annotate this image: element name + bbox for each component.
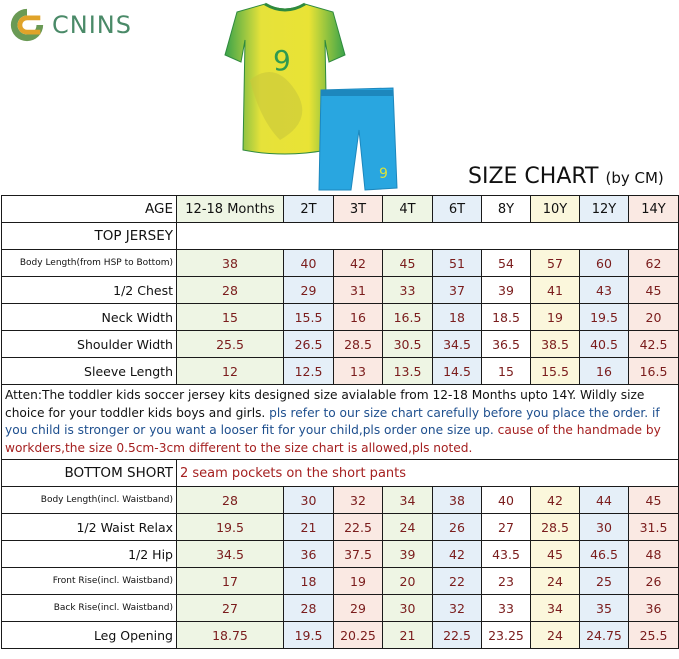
table-cell: 28.5 xyxy=(334,331,383,358)
row-label: Neck Width xyxy=(2,304,177,331)
table-cell: 29 xyxy=(334,595,383,622)
table-cell: 36 xyxy=(284,541,334,568)
table-cell: 21 xyxy=(383,622,433,649)
row-label: Body Length(from HSP to Bottom) xyxy=(2,250,177,277)
table-cell: 38.5 xyxy=(531,331,580,358)
table-cell: 62 xyxy=(629,250,679,277)
size-header: 14Y xyxy=(629,196,679,223)
table-cell: 43.5 xyxy=(482,541,531,568)
table-cell: 25 xyxy=(580,568,629,595)
bottom-short-label: BOTTOM SHORT xyxy=(2,460,177,487)
size-chart-title-unit: (by CM) xyxy=(605,169,664,187)
table-cell: 42 xyxy=(433,541,482,568)
row-label: Leg Opening xyxy=(2,622,177,649)
size-chart-title-main: SIZE CHART xyxy=(468,164,599,189)
table-cell: 54 xyxy=(482,250,531,277)
size-header: 10Y xyxy=(531,196,580,223)
table-row xyxy=(2,541,679,568)
size-header: 4T xyxy=(383,196,433,223)
table-cell: 23 xyxy=(482,568,531,595)
table-cell: 45 xyxy=(629,277,679,304)
table-cell: 18.5 xyxy=(482,304,531,331)
table-cell: 19 xyxy=(334,568,383,595)
table-cell: 46.5 xyxy=(580,541,629,568)
table-cell: 24 xyxy=(531,568,580,595)
row-label: 1/2 Chest xyxy=(2,277,177,304)
table-row xyxy=(2,250,679,277)
size-note-text: Atten:The toddler kids soccer jersey kits designed size avialable from 12-18 Months upto 14Y. Wildly size choice for your toddler kids boys and girls. xyxy=(5,388,645,420)
top-jersey-label: TOP JERSEY xyxy=(2,223,177,250)
size-header: 12Y xyxy=(580,196,629,223)
table-row xyxy=(2,358,679,385)
table-cell: 14.5 xyxy=(433,358,482,385)
table-cell: 36 xyxy=(629,595,679,622)
table-cell: 48 xyxy=(629,541,679,568)
table-cell: 45 xyxy=(629,487,679,514)
table-cell: 57 xyxy=(531,250,580,277)
table-cell: 32 xyxy=(433,595,482,622)
size-chart-title xyxy=(468,164,664,189)
brand-name: CNINS xyxy=(52,11,132,39)
table-cell: 21 xyxy=(284,514,334,541)
table-cell: 42 xyxy=(531,487,580,514)
table-cell: 12.5 xyxy=(284,358,334,385)
row-label: 1/2 Hip xyxy=(2,541,177,568)
table-cell: 34 xyxy=(383,487,433,514)
table-cell: 51 xyxy=(433,250,482,277)
table-cell: 22.5 xyxy=(433,622,482,649)
table-cell: 38 xyxy=(177,250,284,277)
table-cell: 34.5 xyxy=(177,541,284,568)
table-cell: 26 xyxy=(629,568,679,595)
jersey-number: 9 xyxy=(273,44,291,77)
table-row xyxy=(2,568,679,595)
table-cell: 31 xyxy=(334,277,383,304)
table-row xyxy=(2,595,679,622)
table-cell: 37 xyxy=(433,277,482,304)
brand-logo xyxy=(8,6,132,44)
table-cell: 18 xyxy=(284,568,334,595)
table-cell: 18.75 xyxy=(177,622,284,649)
table-cell: 30 xyxy=(580,514,629,541)
table-cell: 32 xyxy=(334,487,383,514)
table-cell: 25.5 xyxy=(177,331,284,358)
table-cell: 12 xyxy=(177,358,284,385)
table-cell: 20.25 xyxy=(334,622,383,649)
table-cell: 22 xyxy=(433,568,482,595)
table-row xyxy=(2,331,679,358)
table-cell: 30.5 xyxy=(383,331,433,358)
table-cell: 28 xyxy=(177,277,284,304)
table-cell: 38 xyxy=(433,487,482,514)
row-label: Shoulder Width xyxy=(2,331,177,358)
age-label: AGE xyxy=(2,196,177,223)
table-cell: 34.5 xyxy=(433,331,482,358)
table-cell: 33 xyxy=(383,277,433,304)
table-cell: 16 xyxy=(334,304,383,331)
table-cell: 43 xyxy=(580,277,629,304)
row-label: Back Rise(incl. Waistband) xyxy=(2,595,177,622)
soccer-kit-image xyxy=(205,0,425,192)
table-cell: 28.5 xyxy=(531,514,580,541)
row-label: Body Length(incl. Waistband) xyxy=(2,487,177,514)
table-cell: 13.5 xyxy=(383,358,433,385)
table-cell: 45 xyxy=(531,541,580,568)
table-cell: 24.75 xyxy=(580,622,629,649)
table-cell: 19.5 xyxy=(177,514,284,541)
table-cell: 34 xyxy=(531,595,580,622)
table-cell: 28 xyxy=(284,595,334,622)
table-cell: 24 xyxy=(383,514,433,541)
row-label: Sleeve Length xyxy=(2,358,177,385)
table-cell: 40.5 xyxy=(580,331,629,358)
row-label: Front Rise(incl. Waistband) xyxy=(2,568,177,595)
age-row xyxy=(2,196,679,223)
table-cell: 16.5 xyxy=(629,358,679,385)
row-label: 1/2 Waist Relax xyxy=(2,514,177,541)
table-row xyxy=(2,622,679,649)
table-cell: 24 xyxy=(531,622,580,649)
size-note-text: cause of the handmade by workders,the size 0.5cm-3cm different to the size chart is allowed,pls noted. xyxy=(5,423,661,455)
table-row xyxy=(2,277,679,304)
size-note xyxy=(2,385,679,460)
top-jersey-spacer xyxy=(177,223,679,250)
table-cell: 40 xyxy=(284,250,334,277)
table-cell: 26.5 xyxy=(284,331,334,358)
table-cell: 42.5 xyxy=(629,331,679,358)
table-cell: 18 xyxy=(433,304,482,331)
size-header: 8Y xyxy=(482,196,531,223)
table-cell: 13 xyxy=(334,358,383,385)
table-cell: 15 xyxy=(482,358,531,385)
table-cell: 44 xyxy=(580,487,629,514)
table-cell: 40 xyxy=(482,487,531,514)
table-cell: 60 xyxy=(580,250,629,277)
table-cell: 35 xyxy=(580,595,629,622)
table-cell: 30 xyxy=(383,595,433,622)
table-cell: 28 xyxy=(177,487,284,514)
size-header: 12-18 Months xyxy=(177,196,284,223)
table-cell: 29 xyxy=(284,277,334,304)
shorts-number: 9 xyxy=(379,166,388,182)
table-cell: 22.5 xyxy=(334,514,383,541)
pocket-note: 2 seam pockets on the short pants xyxy=(177,460,679,487)
table-cell: 17 xyxy=(177,568,284,595)
table-cell: 36.5 xyxy=(482,331,531,358)
table-cell: 33 xyxy=(482,595,531,622)
table-cell: 39 xyxy=(482,277,531,304)
table-cell: 27 xyxy=(482,514,531,541)
table-cell: 45 xyxy=(383,250,433,277)
size-header: 2T xyxy=(284,196,334,223)
size-header: 3T xyxy=(334,196,383,223)
table-cell: 42 xyxy=(334,250,383,277)
table-cell: 26 xyxy=(433,514,482,541)
table-cell: 25.5 xyxy=(629,622,679,649)
size-chart-table xyxy=(1,195,679,649)
table-cell: 15.5 xyxy=(284,304,334,331)
table-cell: 20 xyxy=(383,568,433,595)
size-chart-body xyxy=(2,196,679,649)
table-cell: 16 xyxy=(580,358,629,385)
table-cell: 27 xyxy=(177,595,284,622)
brand-logo-icon xyxy=(8,6,46,44)
table-row xyxy=(2,514,679,541)
table-cell: 15 xyxy=(177,304,284,331)
table-cell: 15.5 xyxy=(531,358,580,385)
bottom-short-section-row xyxy=(2,460,679,487)
table-cell: 30 xyxy=(284,487,334,514)
table-cell: 31.5 xyxy=(629,514,679,541)
table-cell: 39 xyxy=(383,541,433,568)
table-cell: 23.25 xyxy=(482,622,531,649)
table-cell: 41 xyxy=(531,277,580,304)
size-header: 6T xyxy=(433,196,482,223)
table-cell: 37.5 xyxy=(334,541,383,568)
table-cell: 19.5 xyxy=(284,622,334,649)
table-cell: 20 xyxy=(629,304,679,331)
table-cell: 19.5 xyxy=(580,304,629,331)
table-row xyxy=(2,304,679,331)
table-row xyxy=(2,487,679,514)
note-row xyxy=(2,385,679,460)
table-cell: 16.5 xyxy=(383,304,433,331)
top-jersey-section-row xyxy=(2,223,679,250)
table-cell: 19 xyxy=(531,304,580,331)
size-note-text: pls refer to our size chart carefully before you place the order. if you child is stronger or you want a looser fit for your child,pls order one size up. xyxy=(5,405,660,437)
